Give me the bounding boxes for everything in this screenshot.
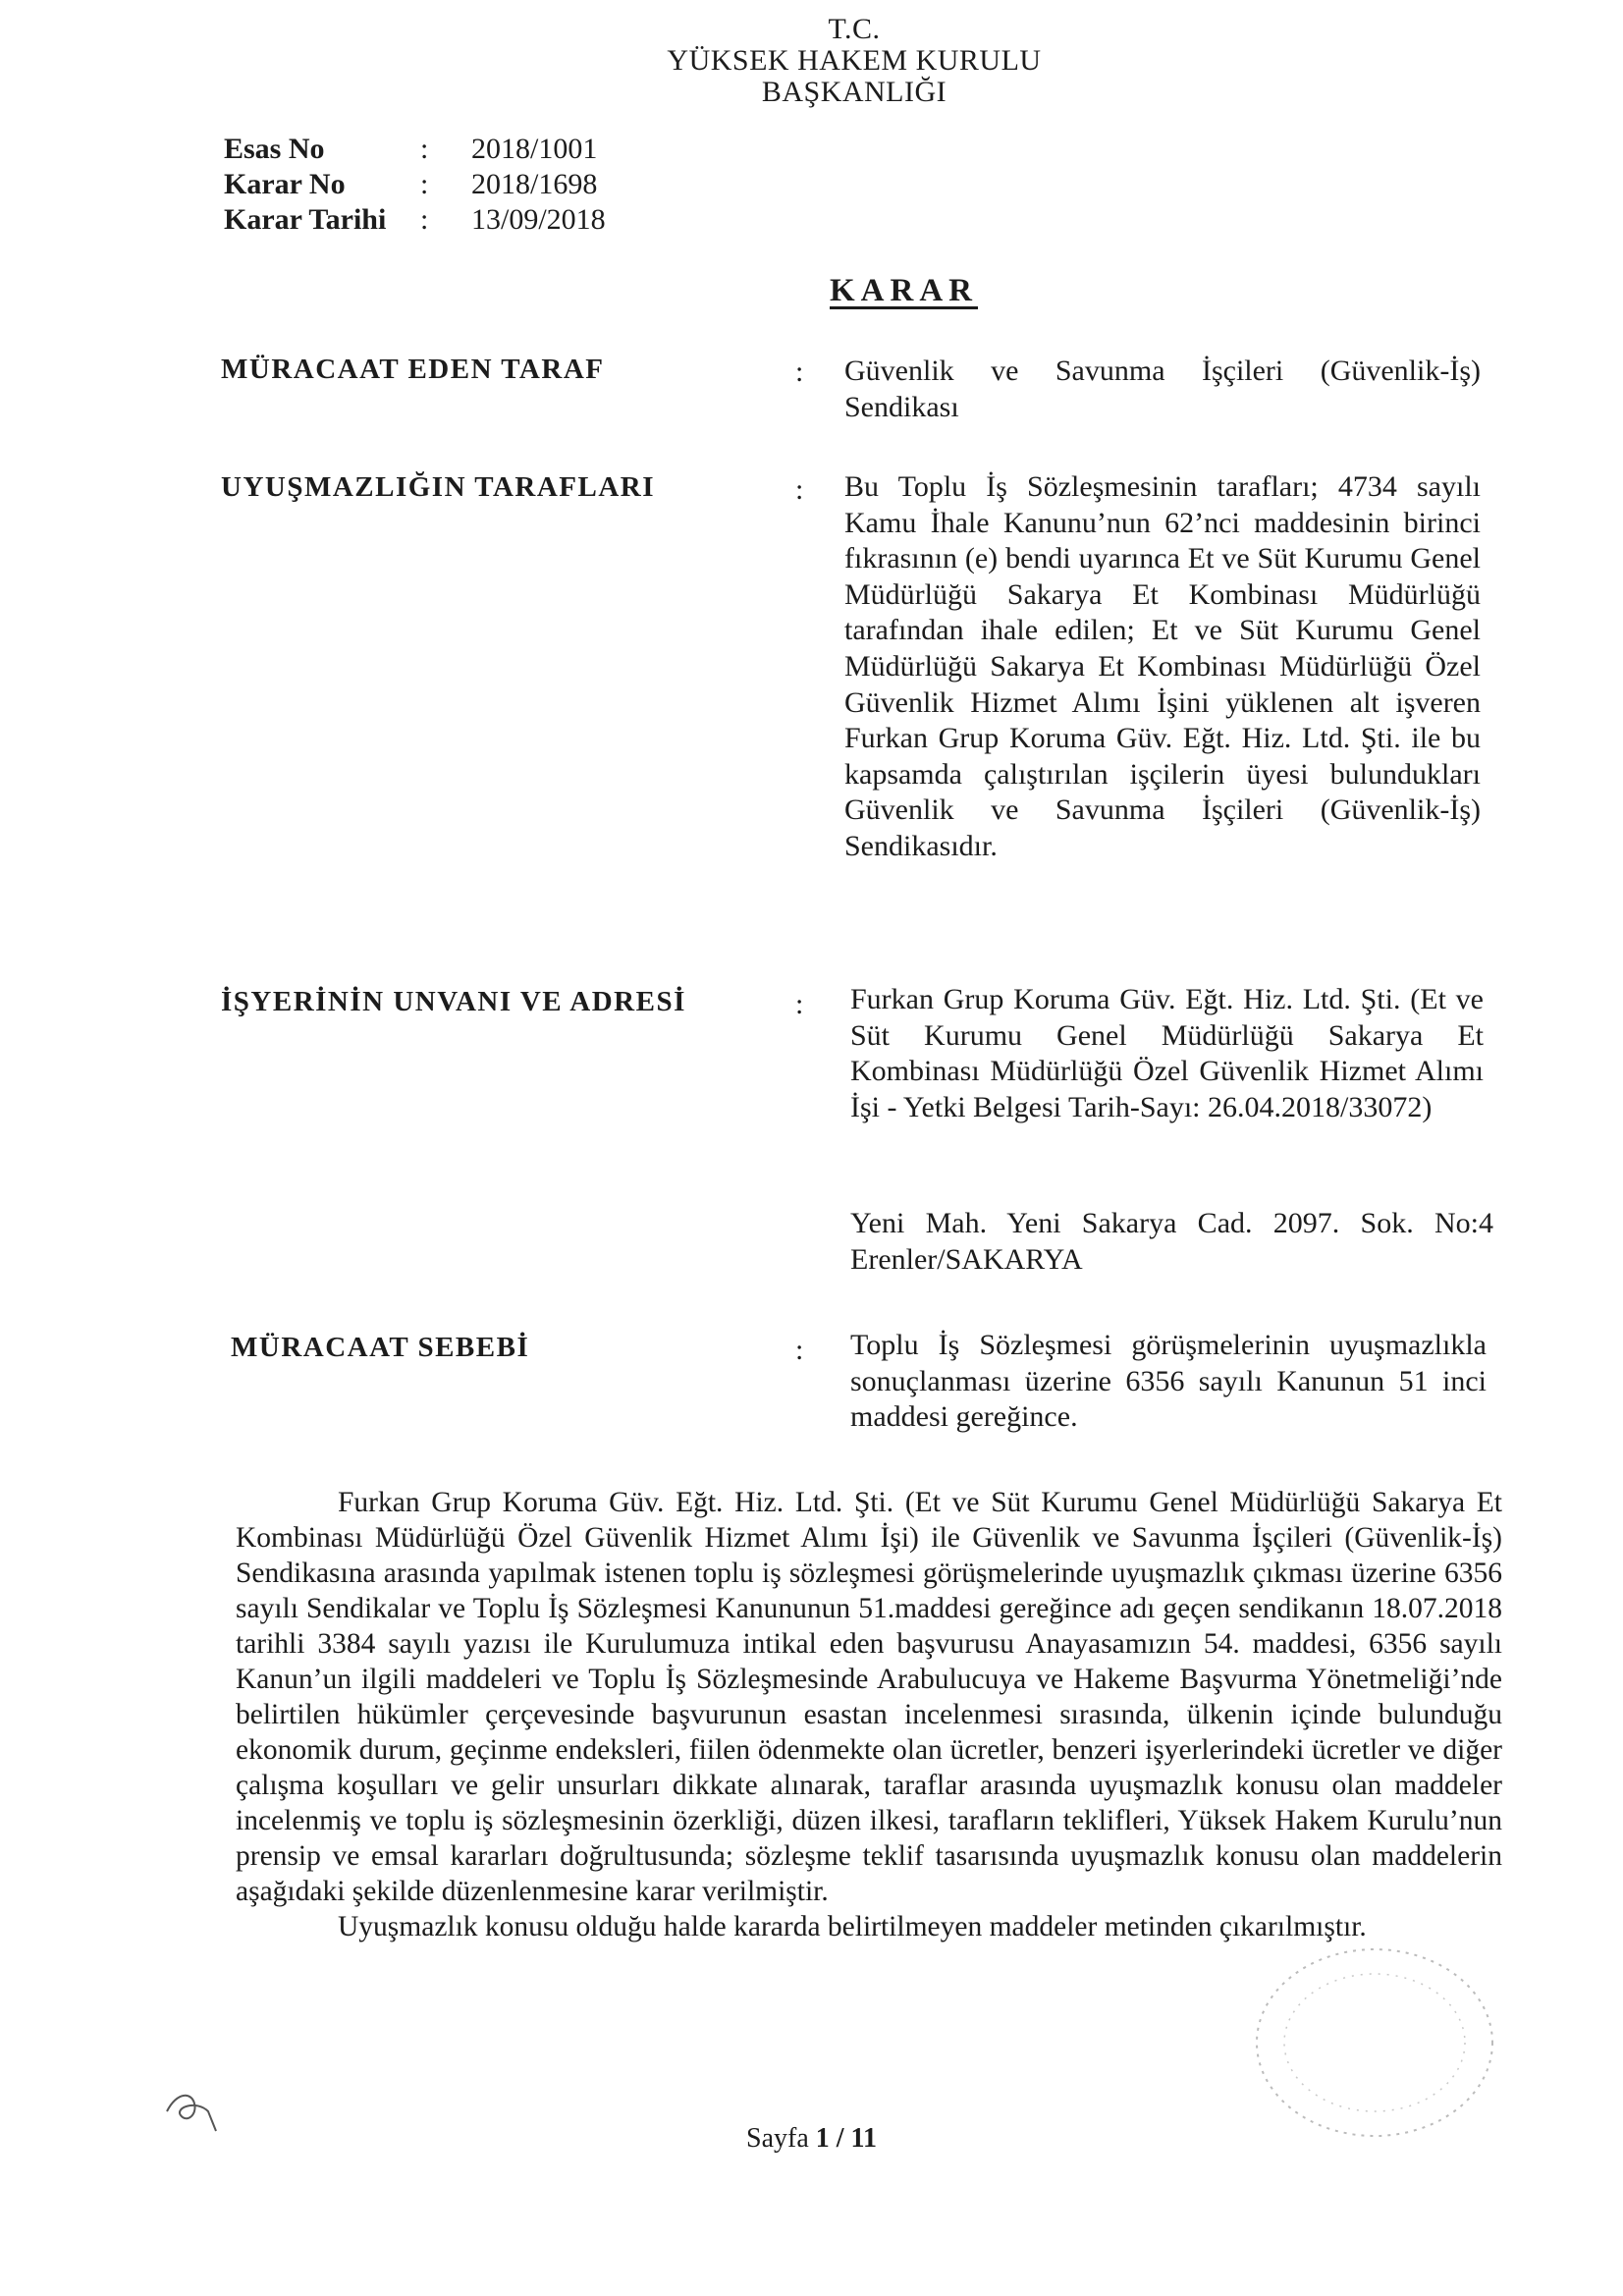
header-country: T.C.	[828, 13, 881, 45]
section-colon: :	[795, 1334, 804, 1366]
section-colon: :	[795, 473, 804, 506]
meta-label: Karar Tarihi	[224, 203, 387, 236]
meta-label: Esas No	[224, 133, 325, 165]
meta-row-esas	[224, 132, 668, 167]
section-colon: :	[795, 988, 804, 1020]
footer-prefix: Sayfa	[746, 2123, 816, 2154]
meta-colon: :	[420, 168, 429, 200]
header-department: BAŞKANLIĞI	[761, 76, 947, 108]
body-paragraph-text: Furkan Grup Koruma Güv. Eğt. Hiz. Ltd. Şti. (Et ve Süt Kurumu Genel Müdürlüğü Sakarya Et Kombinası Müdürlüğü Özel Güvenlik Hizmet Alımı İşi) ile Güvenlik ve Savunma İşçileri (Güvenlik-İş) Sendikasına arasında yapılmak istenen toplu iş sözleşmesi görüşmelerinde uyuşmazlık çıkması üzerine 6356 sayılı Sendikalar ve Toplu İş Sözleşmesi Kanununun 51.maddesi gereğince adı geçen sendikanın 18.07.2018 tarihli 3384 sayılı yazısı ile Kurulumuza intikal eden başvurusu Anayasamızın 54. maddesi, 6356 sayılı Kanun’un ilgili maddeleri ve Toplu İş Sözleşmesinde Arabulucuya ve Hakeme Başvurma Yönetmeliği’nde belirtilen hükümler çerçevesinde başvurunun esastan incelenmesi sırasında, ülkenin içinde bulunduğu ekonomik durum, geçinme endeksleri, fiilen ödenmekte olan ücretler, benzeri işyerlerindeki ücretler ve diğer çalışma koşulları ve gelir unsurları dikkate alınarak, taraflar arasında uyuşmazlık konusu olan maddeler incelenmiş ve toplu iş sözleşmesinin özerkliği, düzen ilkesi, tarafların teklifleri, Yüksek Hakem Kurulu’nun prensip ve emsal kararları doğrultusunda; sözleşme teklif tasarısında uyuşmazlık konusu olan maddelerin aşağıdaki şekilde düzenlenmesine karar verilmiştir.	[236, 1487, 1502, 1907]
meta-label: Karar No	[224, 168, 346, 200]
page-footer	[0, 2123, 1623, 2155]
document-title: KARAR	[830, 273, 978, 308]
header-institution: YÜKSEK HAKEM KURULU	[667, 44, 1042, 77]
section-colon: :	[795, 355, 804, 388]
section-text-workplace: Furkan Grup Koruma Güv. Eğt. Hiz. Ltd. Şti. (Et ve Süt Kurumu Genel Müdürlüğü Sakarya Et Kombinası Müdürlüğü Özel Güvenlik Hizmet Alımı İşi - Yetki Belgesi Tarih-Sayı: 26.04.2018/33072)	[850, 983, 1484, 1123]
section-label-reason: MÜRACAAT SEBEBİ	[231, 1332, 530, 1363]
body-paragraph	[236, 1485, 1502, 1944]
document-header	[628, 14, 1080, 108]
meta-value: 13/09/2018	[471, 203, 606, 236]
section-label-workplace: İŞYERİNİN UNVANI VE ADRESİ	[221, 986, 686, 1017]
section-label-parties: UYUŞMAZLIĞIN TARAFLARI	[221, 471, 656, 503]
section-label-applicant: MÜRACAAT EDEN TARAF	[221, 354, 605, 385]
case-meta	[224, 132, 668, 238]
section-text-reason: Toplu İş Sözleşmesi görüşmelerinin uyuşmazlıkla sonuçlanması üzerine 6356 sayılı Kanunun 51 inci maddesi gereğince.	[850, 1329, 1487, 1434]
body-paragraph-text-2: Uyuşmazlık konusu olduğu halde kararda belirtilmeyen maddeler metinden çıkarılmıştır.	[338, 1911, 1367, 1942]
meta-value: 2018/1698	[471, 168, 598, 200]
meta-colon: :	[420, 203, 429, 236]
footer-page-number: 1 / 11	[815, 2123, 877, 2154]
section-text-parties: Bu Toplu İş Sözleşmesinin tarafları; 4734 sayılı Kamu İhale Kanunu’nun 62’nci maddesinin birinci fıkrasının (e) bendi uyarınca Et ve Süt Kurumu Genel Müdürlüğü Sakarya Et Kombinası Müdürlüğü tarafından ihale edilen; Et ve Süt Kurumu Genel Müdürlüğü Sakarya Et Kombinası Müdürlüğü Özel Güvenlik Hizmet Alımı İşini yüklenen alt işveren Furkan Grup Koruma Güv. Eğt. Hiz. Ltd. Şti. ile bu kapsamda çalıştırılan işçilerin üyesi bulundukları Güvenlik ve Savunma İşçileri (Güvenlik-İş) Sendikasıdır.	[844, 470, 1481, 862]
meta-row-karar	[224, 167, 668, 202]
meta-row-tarih	[224, 202, 668, 238]
meta-colon: :	[420, 133, 429, 165]
section-text-workplace-address: Yeni Mah. Yeni Sakarya Cad. 2097. Sok. No:4 Erenler/SAKARYA	[850, 1207, 1493, 1276]
meta-value: 2018/1001	[471, 133, 598, 165]
stamp-seal	[1198, 1925, 1512, 2141]
section-text-applicant: Güvenlik ve Savunma İşçileri (Güvenlik-İş) Sendikası	[844, 355, 1481, 423]
